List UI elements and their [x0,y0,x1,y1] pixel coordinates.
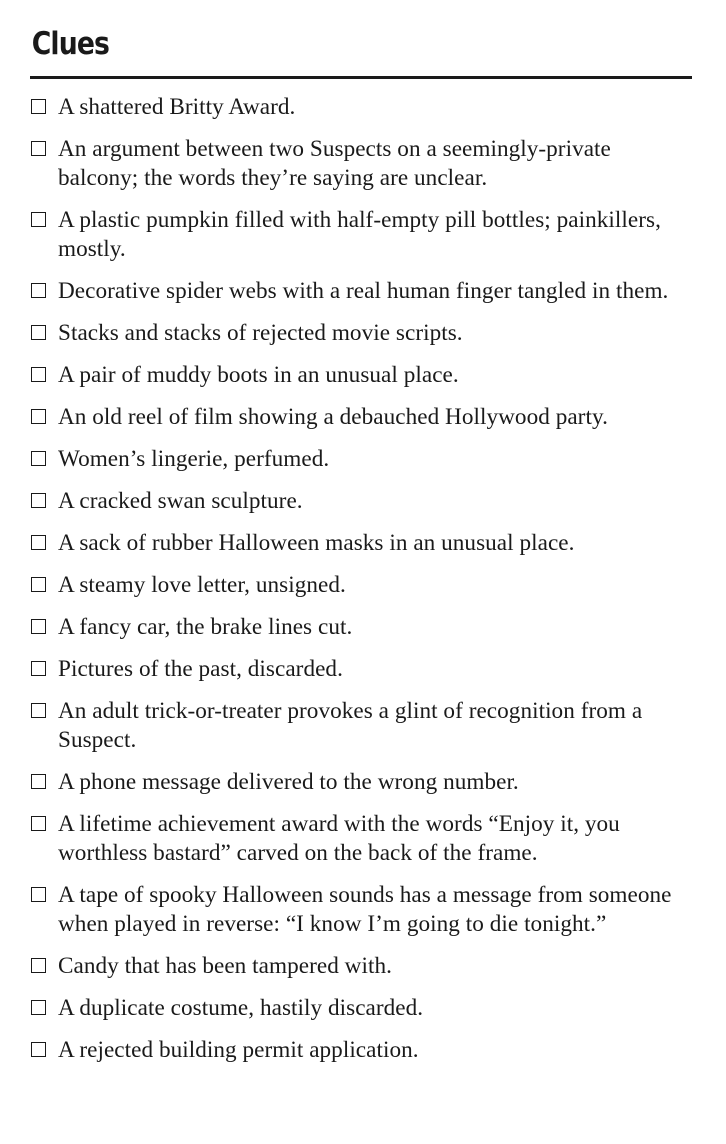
list-item [30,1036,692,1065]
list-item [30,135,692,193]
checkbox[interactable] [31,493,46,508]
checkbox[interactable] [31,1000,46,1015]
clue-text: A phone message delivered to the wrong number. [58,769,519,795]
list-item [30,952,692,981]
list-item [30,768,692,797]
list-item [30,361,692,390]
checkbox[interactable] [31,703,46,718]
checkbox[interactable] [31,887,46,902]
list-item [30,994,692,1023]
clue-text: An old reel of film showing a debauched Hollywood party. [58,404,608,430]
clue-text: A cracked swan sculpture. [58,488,303,514]
checkbox[interactable] [31,1042,46,1057]
checkbox[interactable] [31,577,46,592]
checkbox[interactable] [31,325,46,340]
clue-text: A pair of muddy boots in an unusual place. [58,362,459,388]
clue-text: A steamy love letter, unsigned. [58,572,346,598]
clue-list [30,93,692,1065]
clue-text: Pictures of the past, discarded. [58,656,343,682]
checkbox[interactable] [31,619,46,634]
checkbox[interactable] [31,367,46,382]
list-item [30,277,692,306]
list-item [30,445,692,474]
list-item [30,319,692,348]
checkbox[interactable] [31,409,46,424]
list-item [30,881,692,939]
clue-text: A plastic pumpkin filled with half-empty pill bottles; painkillers, mostly. [58,207,661,262]
clue-text: A fancy car, the brake lines cut. [58,614,353,640]
clue-text: Candy that has been tampered with. [58,953,392,979]
checkbox[interactable] [31,451,46,466]
clue-text: A duplicate costume, hastily discarded. [58,995,424,1021]
clues-page [30,22,692,1078]
list-item [30,613,692,642]
clue-text: An adult trick-or-treater provokes a glint of recognition from a Suspect. [58,698,643,753]
page-title: Clues [31,26,110,62]
list-item [30,403,692,432]
checkbox[interactable] [31,816,46,831]
clue-text: A rejected building permit application. [58,1037,419,1063]
clue-text: Decorative spider webs with a real human finger tangled in them. [58,278,669,304]
list-item [30,571,692,600]
checkbox[interactable] [31,774,46,789]
clue-text: A lifetime achievement award with the words “Enjoy it, you worthless bastard” carved on the back of the frame. [58,811,620,866]
checkbox[interactable] [31,99,46,114]
clue-text: Stacks and stacks of rejected movie scripts. [58,320,463,346]
clue-text: A sack of rubber Halloween masks in an unusual place. [58,530,575,556]
list-item [30,206,692,264]
list-item [30,697,692,755]
list-item [30,810,692,868]
list-item [30,487,692,516]
clue-text: A shattered Britty Award. [58,94,296,120]
clue-text: An argument between two Suspects on a seemingly-private balcony; the words they’re saying are unclear. [58,136,611,191]
clue-text: A tape of spooky Halloween sounds has a message from someone when played in reverse: “I know I’m going to die tonight.” [58,882,672,937]
checkbox[interactable] [31,535,46,550]
list-item [30,93,692,122]
checkbox[interactable] [31,283,46,298]
checkbox[interactable] [31,661,46,676]
checkbox[interactable] [31,958,46,973]
list-item [30,529,692,558]
title-divider [30,76,692,79]
list-item [30,655,692,684]
clue-text: Women’s lingerie, perfumed. [58,446,330,472]
checkbox[interactable] [31,141,46,156]
checkbox[interactable] [31,212,46,227]
